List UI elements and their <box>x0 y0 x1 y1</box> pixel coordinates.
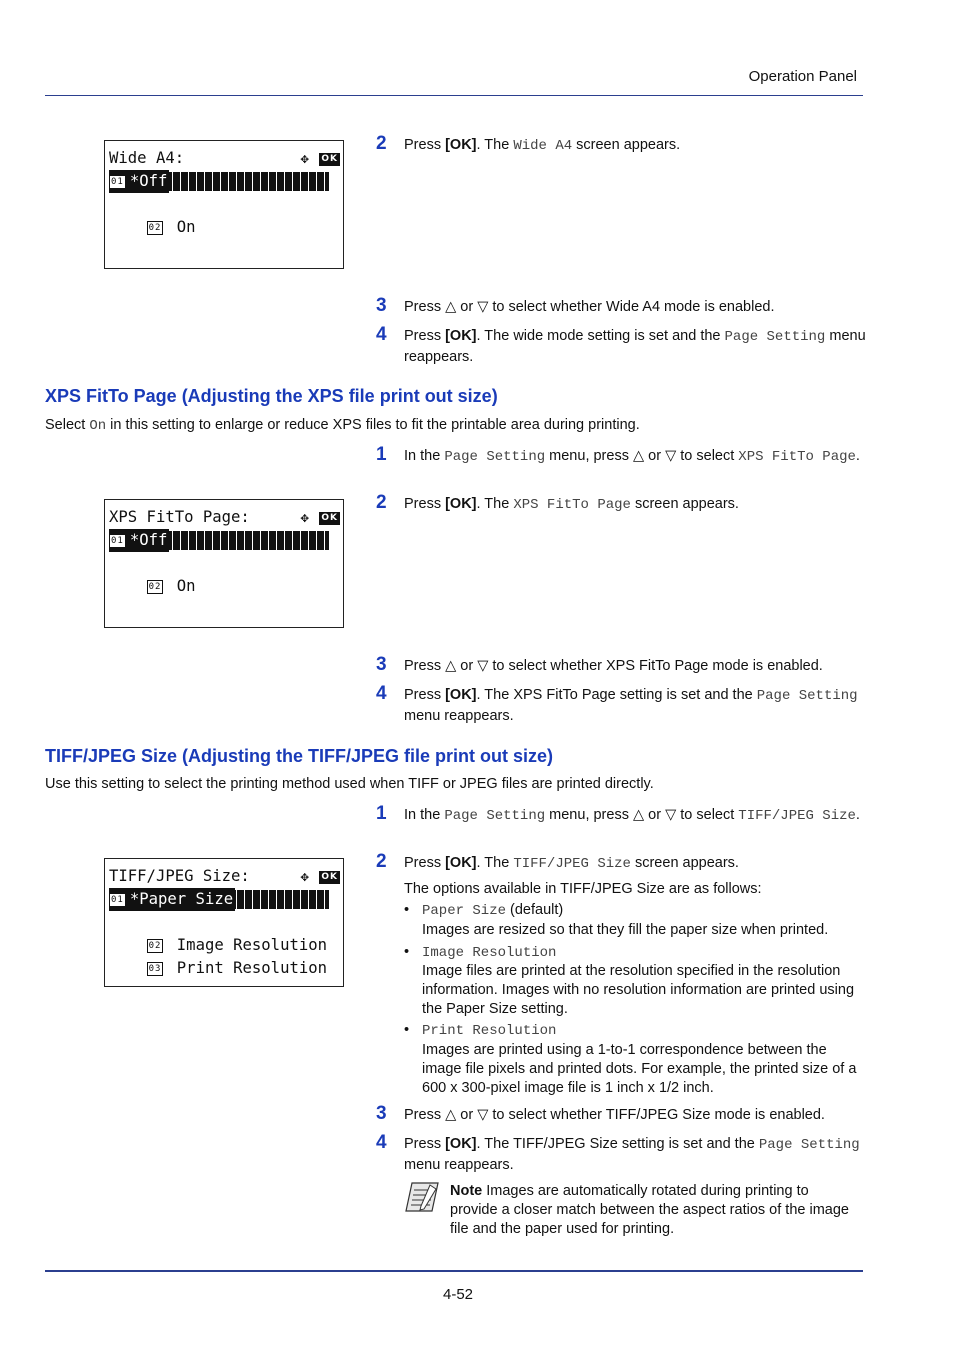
bullet: • <box>404 1022 410 1038</box>
step-text: In the Page Setting menu, press △ or ▽ to select XPS FitTo Page. <box>404 448 860 465</box>
step-number: 3 <box>376 1103 387 1124</box>
step-text: Press △ or ▽ to select whether Wide A4 mode is enabled. <box>404 299 775 315</box>
step-text: In the Page Setting menu, press △ or ▽ to select TIFF/JPEG Size. <box>404 807 860 824</box>
lcd-panel-wide-a4 <box>104 140 344 269</box>
option-title: Print Resolution <box>422 1023 557 1039</box>
option-description: Image files are printed at the resolution specified in the resolution information. Images with no resolution information are printed using the Paper Size setting. <box>422 963 855 1017</box>
option-number: 02 <box>148 941 162 951</box>
header-rule <box>45 95 863 96</box>
step-text: Press [OK]. The Wide A4 screen appears. <box>404 137 681 154</box>
four-way-arrow-icon: ✥ <box>300 869 310 885</box>
option-paper-size: *Paper Size <box>129 890 234 908</box>
step-text: Press [OK]. The XPS FitTo Page screen appears. <box>404 496 739 513</box>
option-description: Images are printed using a 1-to-1 correspondence between the image file pixels and printed dots. For example, the printed size of a 600 x 300-pixel image file is 1 inch x 1/2 inch. <box>422 1042 857 1096</box>
section-intro: Use this setting to select the printing method used when TIFF or JPEG files are printed directly. <box>45 776 654 792</box>
note-text: Note Images are automatically rotated during printing to provide a closer match between the aspect ratios of the image file and the paper used for printing. <box>450 1183 849 1237</box>
step-number: 2 <box>376 133 387 154</box>
step-text: Press [OK]. The TIFF/JPEG Size setting is set and the Page Setting menu reappears. <box>404 1136 860 1173</box>
step-number: 4 <box>376 683 387 704</box>
lcd-panel-xps-fitto-page <box>104 499 344 628</box>
option-number: 02 <box>148 582 162 592</box>
option-number: 01 <box>111 177 124 187</box>
ok-key-icon: OK <box>321 513 338 523</box>
option-off: *Off <box>129 172 168 190</box>
ok-key-icon: OK <box>321 154 338 164</box>
step-text: Press △ or ▽ to select whether XPS FitTo Page mode is enabled. <box>404 658 823 674</box>
panel-title: Wide A4: <box>109 149 185 167</box>
note-icon <box>404 1181 440 1213</box>
section-heading: TIFF/JPEG Size (Adjusting the TIFF/JPEG file print out size) <box>45 746 554 766</box>
step-text: Press △ or ▽ to select whether TIFF/JPEG Size mode is enabled. <box>404 1107 825 1123</box>
step-number: 4 <box>376 1132 387 1153</box>
selected-row <box>109 890 329 909</box>
panel-title: TIFF/JPEG Size: <box>109 867 250 885</box>
option-print-resolution: Print Resolution <box>167 959 328 977</box>
section-header: Operation Panel <box>748 68 857 85</box>
four-way-arrow-icon: ✥ <box>300 510 310 526</box>
nav-ok-indicator <box>301 507 341 530</box>
step-number: 1 <box>376 803 387 824</box>
step-number: 1 <box>376 444 387 465</box>
option-title: Image Resolution <box>422 945 557 961</box>
bullet: • <box>404 902 410 918</box>
lcd-panel-tiff-jpeg-size <box>104 858 344 987</box>
step-text: Press [OK]. The XPS FitTo Page setting is set and the Page Setting menu reappears. <box>404 687 858 724</box>
option-number: 01 <box>111 895 124 905</box>
option-description: Images are resized so that they fill the paper size when printed. <box>422 922 829 938</box>
step-number: 2 <box>376 851 387 872</box>
four-way-arrow-icon: ✥ <box>300 151 310 167</box>
option-title: Paper Size (default) <box>422 902 564 919</box>
option-off: *Off <box>129 531 168 549</box>
panel-title: XPS FitTo Page: <box>109 508 250 526</box>
option-image-resolution: Image Resolution <box>167 936 328 954</box>
ok-key-icon: OK <box>321 872 338 882</box>
nav-ok-indicator <box>301 866 341 889</box>
option-number: 02 <box>148 223 162 233</box>
options-intro: The options available in TIFF/JPEG Size are as follows: <box>404 881 762 897</box>
step-text: Press [OK]. The TIFF/JPEG Size screen appears. <box>404 855 739 872</box>
option-on: On <box>167 577 196 595</box>
option-on: On <box>167 218 196 236</box>
step-number: 4 <box>376 324 387 345</box>
footer-rule <box>45 1270 863 1272</box>
step-text: Press [OK]. The wide mode setting is set and the Page Setting menu reappears. <box>404 328 866 365</box>
section-heading: XPS FitTo Page (Adjusting the XPS file print out size) <box>45 386 498 406</box>
page-number: 4-52 <box>442 1286 474 1303</box>
bullet: • <box>404 944 410 960</box>
section-intro: Select On in this setting to enlarge or reduce XPS files to fit the printable area during printing. <box>45 417 640 434</box>
nav-ok-indicator <box>301 148 341 171</box>
selected-row <box>109 172 329 191</box>
selected-row <box>109 531 329 550</box>
step-number: 3 <box>376 654 387 675</box>
option-number: 03 <box>148 964 162 974</box>
step-number: 2 <box>376 492 387 513</box>
option-number: 01 <box>111 536 124 546</box>
step-number: 3 <box>376 295 387 316</box>
